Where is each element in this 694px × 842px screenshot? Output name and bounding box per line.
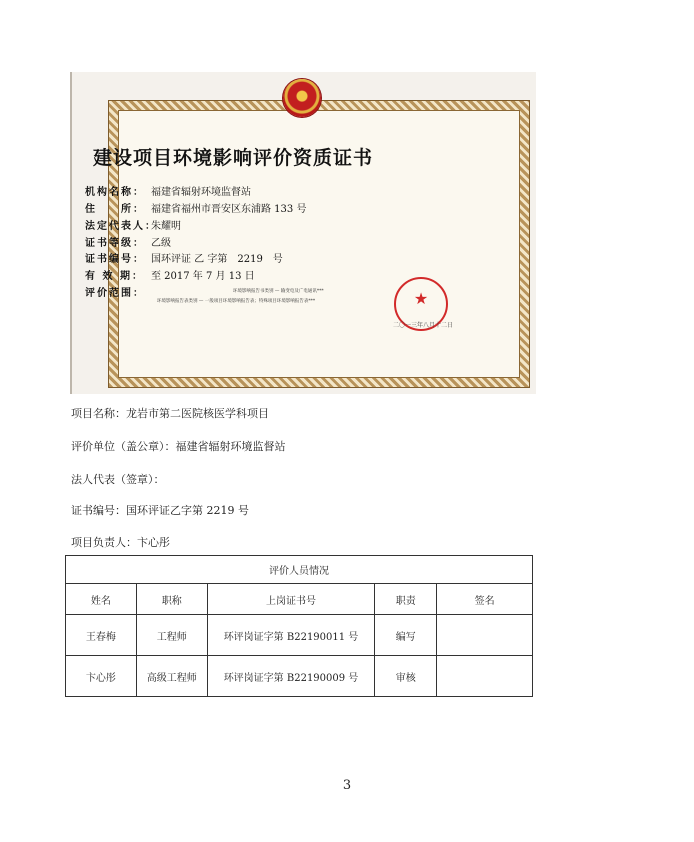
cert-scope-line-2: 环境影响报告表类别 — 一般项目环境影响报告表；特殊项目环境影响报告表***: [157, 299, 316, 304]
evaluation-unit: 评价单位（盖公章）：福建省辐射环境监督站: [71, 440, 286, 453]
project-name: 项目名称：龙岩市第二医院核医学科项目: [71, 407, 269, 420]
cert-field-number: 证书编号： 国环评证 乙 字第 2219 号: [85, 254, 283, 265]
cert-field-legal-rep: 法定代表人：朱耀明: [85, 221, 181, 232]
cell-cert-no: 环评岗证字第 B22190009 号: [207, 656, 375, 697]
cert-field-validity: 有 效 期： 至 2017 年 7 月 13 日: [85, 271, 255, 282]
header-duty: 职责: [375, 584, 437, 615]
cell-name: 卞心彤: [66, 656, 137, 697]
header-cert-no: 上岗证书号: [207, 584, 375, 615]
cert-issue-date: 二〇一三年八月十二日: [393, 322, 454, 329]
cert-field-scope: 评价范围：: [85, 288, 145, 299]
certificate-image: [70, 72, 536, 394]
project-lead: 项目负责人：卞心彤: [71, 536, 170, 549]
national-emblem-icon: [283, 79, 321, 117]
table-caption: 评价人员情况: [66, 556, 533, 584]
header-name: 姓名: [66, 584, 137, 615]
staff-table: [65, 555, 533, 697]
table-caption-row: [66, 556, 533, 584]
table-row: [66, 615, 533, 656]
header-title: 职称: [136, 584, 207, 615]
header-signature: 签名: [437, 584, 533, 615]
scan-edge: [70, 72, 72, 394]
cert-scope-line-1: 环境影响报告书类别 — 输变电及广电通讯***: [233, 289, 324, 294]
cell-signature: [437, 615, 533, 656]
cell-title: 高级工程师: [136, 656, 207, 697]
cert-field-grade: 证书等级： 乙级: [85, 238, 171, 249]
legal-representative: 法人代表（签章）：: [71, 473, 165, 486]
cell-cert-no: 环评岗证字第 B22190011 号: [207, 615, 375, 656]
cell-name: 王春梅: [66, 615, 137, 656]
cert-field-org: 机构名称： 福建省辐射环境监督站: [85, 187, 251, 198]
page-number: 3: [342, 778, 352, 793]
cell-duty: 编写: [375, 615, 437, 656]
cell-duty: 审核: [375, 656, 437, 697]
table-header-row: [66, 584, 533, 615]
seal-star-icon: ★: [413, 289, 429, 308]
table-row: [66, 656, 533, 697]
certificate-title: 建设项目环境影响评价资质证书: [92, 147, 373, 169]
certificate-number: 证书编号：国环评证乙字第 2219 号: [71, 504, 249, 517]
cell-signature: [437, 656, 533, 697]
cell-title: 工程师: [136, 615, 207, 656]
cert-field-address: 住 所： 福建省福州市晋安区东浦路 133 号: [85, 204, 307, 215]
